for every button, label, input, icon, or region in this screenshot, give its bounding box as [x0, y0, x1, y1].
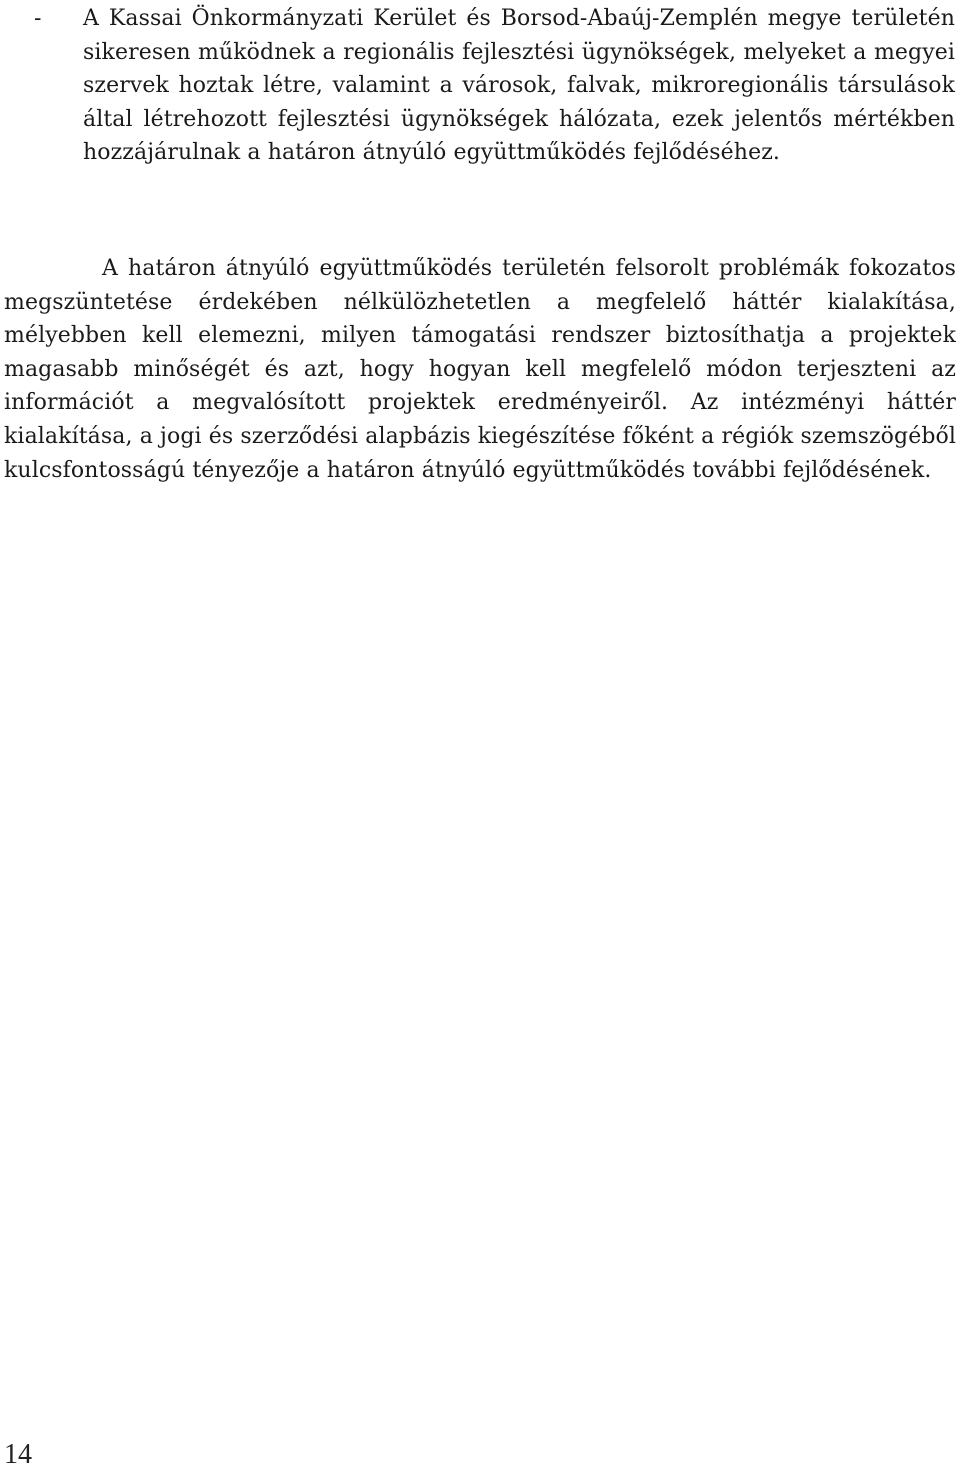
bullet-text: A Kassai Önkormányzati Kerület és Borsod-Abaúj-Zemplén megye területén sikeresen működnek a regionális fejlesztési ügynökségek, melyeket a megyei szervek hoztak létre, valamint a városok, falvak, mikroregionális társulások által létrehozott fejlesztési ügynökségek hálózata, ezek jelentős mértékben hozzájárulnak a határon átnyúló együttműködés fejlődéséhez. [83, 6, 955, 166]
bullet-marker: - [34, 6, 42, 31]
page-number: 14 [4, 1439, 32, 1470]
body-paragraph: A határon átnyúló együttműködés területén felsorolt problémák fokozatos megszüntetése érdekében nélkülözhetetlen a megfelelő háttér kialakítása, mélyebben kell elemezni, milyen támogatási rendszer biztosíthatja a projektek magasabb minőségét és azt, hogy hogyan kell megfelelő módon terjeszteni az információt a megvalósított projektek eredményeiről. Az intézményi háttér kialakítása, a jogi és szerződési alapbázis kiegészítése főként a régiók szemszögéből kulcsfontosságú tényezője a határon átnyúló együttműködés további fejlődésének. [4, 256, 956, 483]
